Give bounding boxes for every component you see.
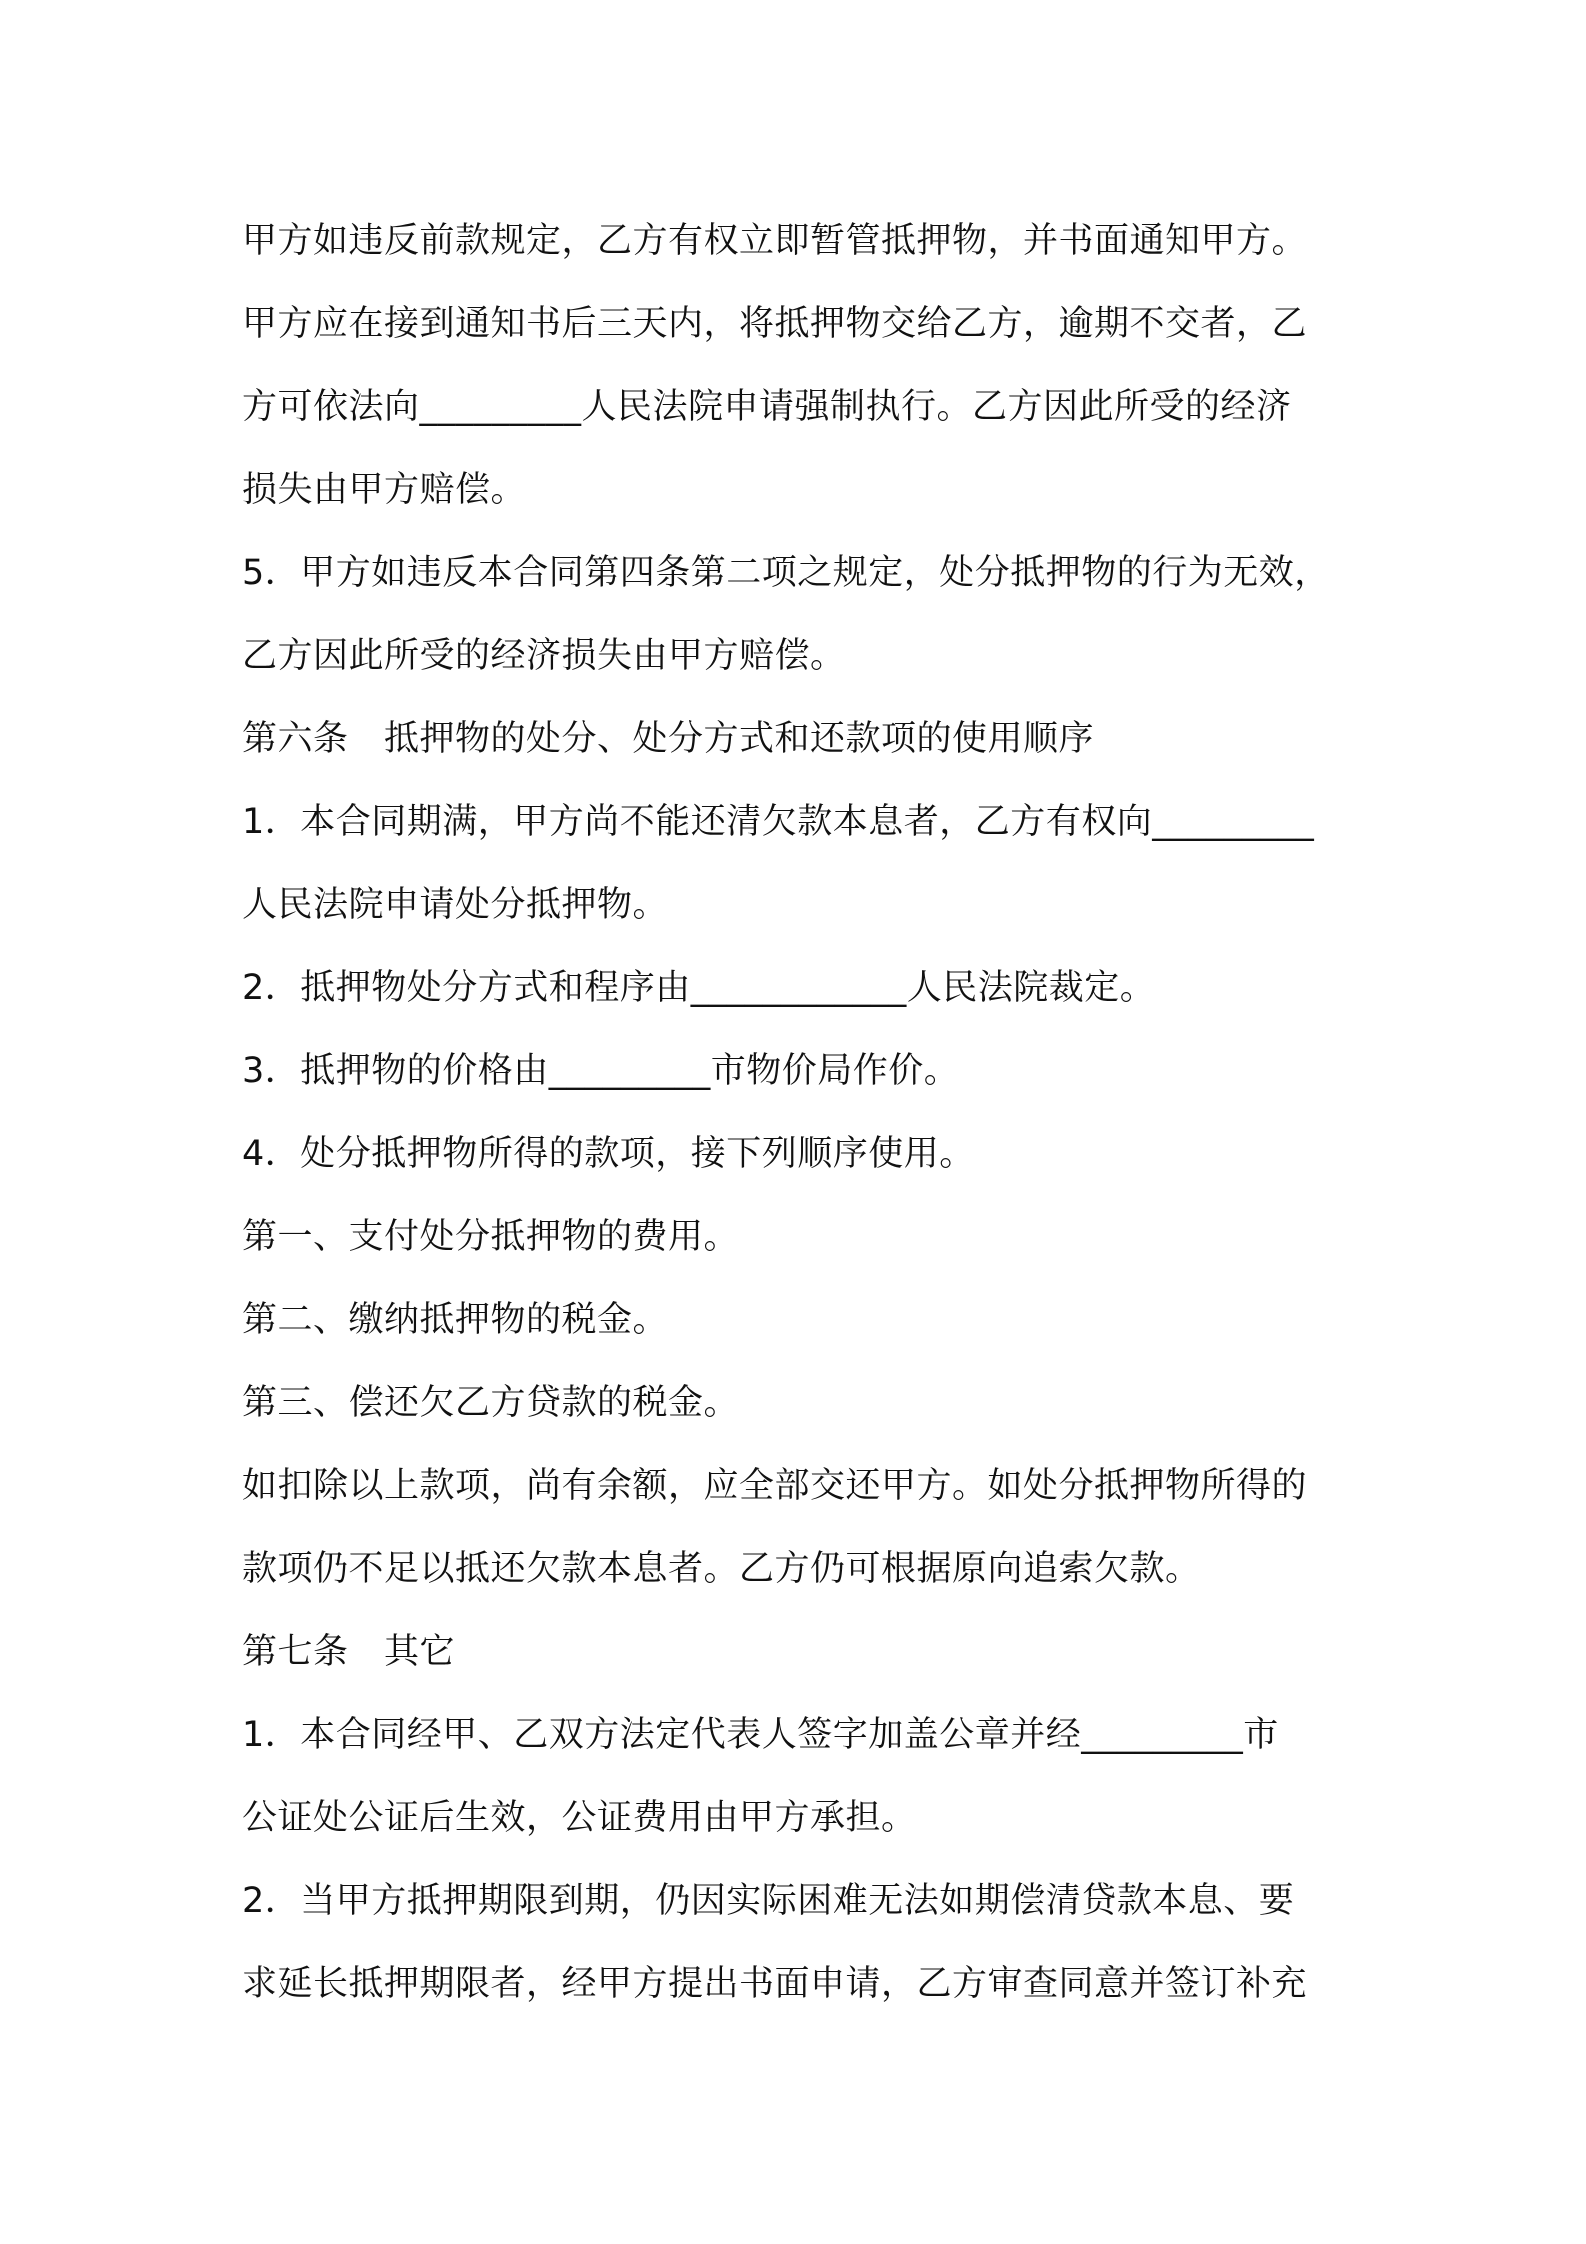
text-line: 4．处分抵押物所得的款项，接下列顺序使用。 — [242, 1134, 975, 1174]
text-line: 3．抵押物的价格由_________市物价局作价。 — [242, 1051, 960, 1091]
text-line: 1．本合同期满，甲方尚不能还清欠款本息者，乙方有权向_________ — [242, 802, 1315, 842]
article-heading: 第七条 其它 — [242, 1632, 456, 1672]
text-line: 损失由甲方赔偿。 — [242, 470, 527, 510]
text-line: 甲方应在接到通知书后三天内，将抵押物交给乙方，逾期不交者，乙 — [242, 304, 1308, 344]
text-line: 1．本合同经甲、乙双方法定代表人签字加盖公章并经_________市 — [242, 1715, 1279, 1755]
text-line: 乙方因此所受的经济损失由甲方赔偿。 — [242, 636, 846, 676]
text-line: 2．当甲方抵押期限到期，仍因实际困难无法如期偿清贷款本息、要 — [242, 1881, 1295, 1921]
text-line: 款项仍不足以抵还欠款本息者。乙方仍可根据原向追索欠款。 — [242, 1549, 1201, 1589]
text-line: 公证处公证后生效，公证费用由甲方承担。 — [242, 1798, 917, 1838]
text-line: 甲方如违反前款规定，乙方有权立即暂管抵押物，并书面通知甲方。 — [242, 221, 1308, 261]
text-line: 方可依法向_________人民法院申请强制执行。乙方因此所受的经济 — [242, 387, 1292, 427]
text-line: 第二、缴纳抵押物的税金。 — [242, 1300, 669, 1340]
document-body — [242, 200, 1372, 2026]
text-line: 如扣除以上款项，尚有余额，应全部交还甲方。如处分抵押物所得的 — [242, 1466, 1308, 1506]
article-heading: 第六条 抵押物的处分、处分方式和还款项的使用顺序 — [242, 719, 1095, 759]
text-line: 求延长抵押期限者，经甲方提出书面申请，乙方审查同意并签订补充 — [242, 1964, 1308, 2004]
text-line: 第一、支付处分抵押物的费用。 — [242, 1217, 740, 1257]
text-line: 5．甲方如违反本合同第四条第二项之规定，处分抵押物的行为无效， — [242, 553, 1330, 593]
text-line: 2．抵押物处分方式和程序由____________人民法院裁定。 — [242, 968, 1156, 1008]
text-line: 第三、偿还欠乙方贷款的税金。 — [242, 1383, 740, 1423]
text-line: 人民法院申请处分抵押物。 — [242, 885, 669, 925]
